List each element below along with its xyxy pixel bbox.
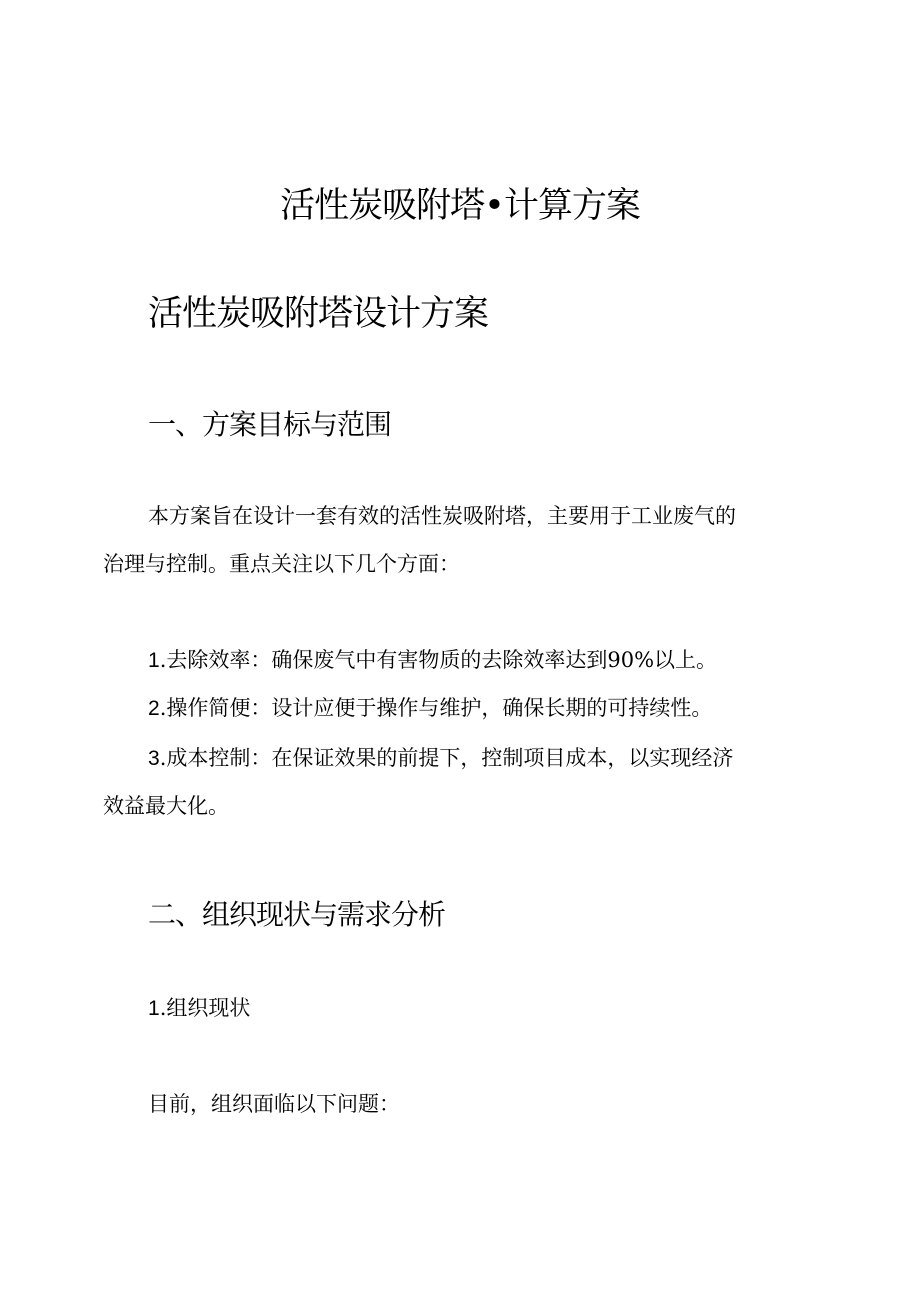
- list-item-text: .成本控制：在保证效果的前提下，控制项目成本，以实现经济: [159, 746, 734, 770]
- list-item-number: 2: [148, 697, 160, 720]
- list-item: [148, 644, 717, 674]
- subsection-heading: [148, 992, 250, 1022]
- section-1-heading: 一、方案目标与范围: [148, 408, 392, 441]
- list-item-number: 1: [148, 649, 160, 672]
- subsection-number: 1: [148, 997, 160, 1020]
- intro-paragraph-line-2: 治理与控制。重点关注以下几个方面：: [103, 552, 460, 576]
- list-item: [148, 742, 733, 772]
- list-item-text: .去除效率：确保废气中有害物质的去除效率达到90%以上。: [159, 648, 718, 672]
- list-item-continuation: 效益最大化。: [103, 794, 229, 818]
- list-item-text: .操作简便：设计应便于操作与维护，确保长期的可持续性。: [159, 696, 713, 720]
- section-2-heading: 二、组织现状与需求分析: [148, 898, 446, 931]
- list-item: [148, 692, 712, 722]
- intro-paragraph-line-1: 本方案旨在设计一套有效的活性炭吸附塔，主要用于工业废气的: [148, 504, 736, 528]
- document-title: 活性炭吸附塔•计算方案: [280, 186, 640, 226]
- subsection-text: .组织现状: [159, 996, 251, 1020]
- list-item-number: 3: [148, 747, 160, 770]
- section-2-paragraph: 目前，组织面临以下问题：: [148, 1092, 400, 1116]
- main-heading: 活性炭吸附塔设计方案: [148, 294, 489, 334]
